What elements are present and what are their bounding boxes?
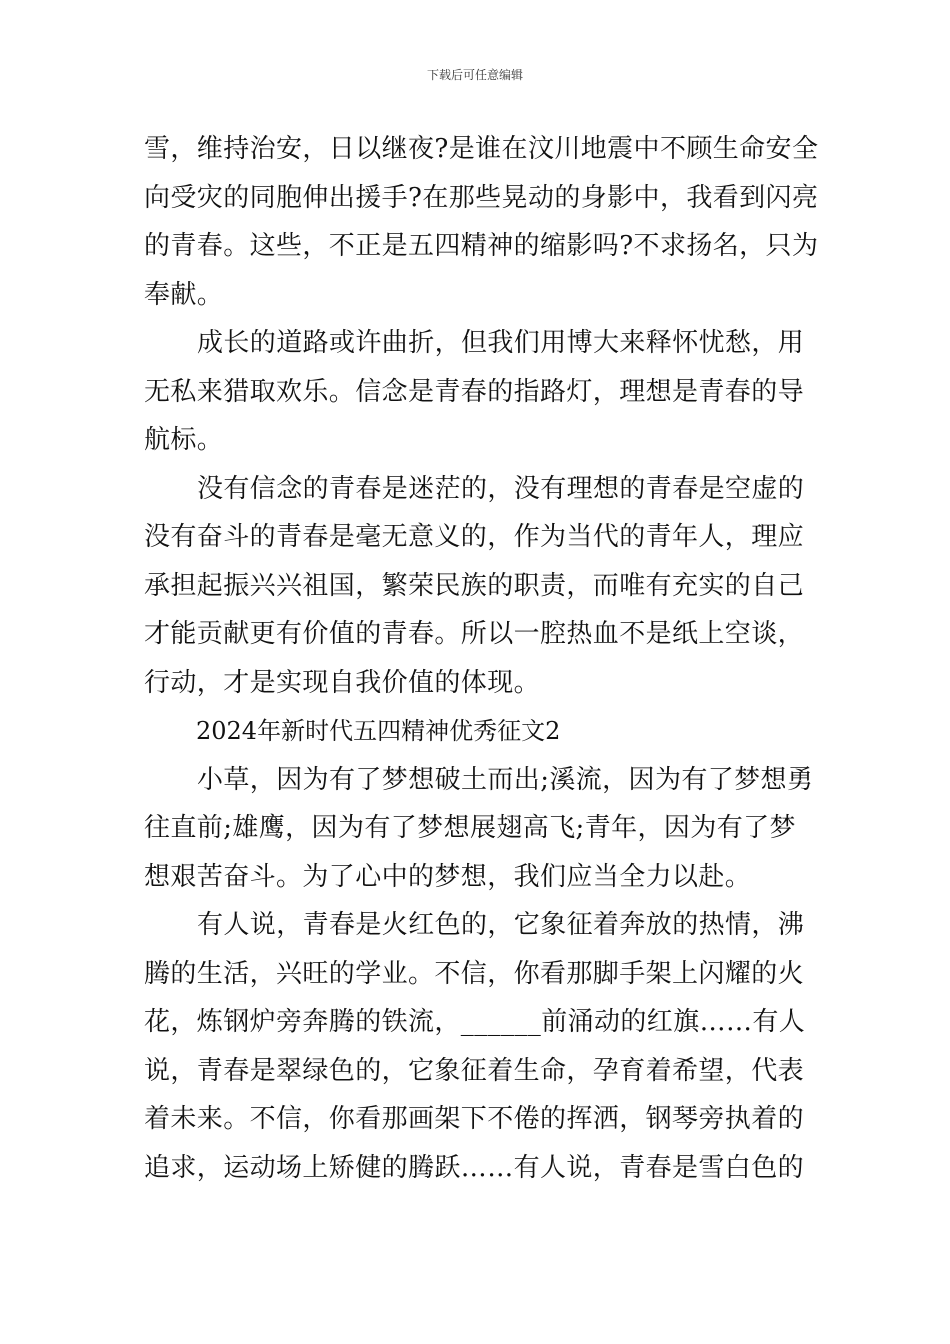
text-line: 说，青春是翠绿色的，它象征着生命，孕育着希望，代表 xyxy=(144,1055,805,1086)
text-line: 的青春。这些，不正是五四精神的缩影吗?不求扬名，只为 xyxy=(144,231,819,261)
text-line: 想艰苦奋斗。为了心中的梦想，我们应当全力以赴。 xyxy=(144,861,752,892)
text-line: 着未来。不信，你看那画架下不倦的挥洒，钢琴旁执着的 xyxy=(144,1104,805,1134)
text-line: 花，炼钢炉旁奔腾的铁流，______前涌动的红旗……有人 xyxy=(144,1007,806,1037)
text-line: 追求，运动场上矫健的腾跃……有人说，青春是雪白色的 xyxy=(144,1152,805,1183)
text-line: 没有奋斗的青春是毫无意义的，作为当代的青年人，理应 xyxy=(144,522,805,552)
text-line: 才能贡献更有价值的青春。所以一腔热血不是纸上空谈， xyxy=(144,619,805,649)
paragraph-first-line: 有人说，青春是火红色的，它象征着奔放的热情，沸 xyxy=(197,910,805,940)
text-line: 腾的生活，兴旺的学业。不信，你看那脚手架上闪耀的火 xyxy=(144,958,805,989)
text-line: 向受灾的同胞伸出援手?在那些晃动的身影中，我看到闪亮 xyxy=(144,182,819,213)
document-body xyxy=(144,125,819,1192)
text-line: 奉献。 xyxy=(144,279,224,310)
text-line: 无私来猎取欢乐。信念是青春的指路灯，理想是青春的导 xyxy=(144,376,805,407)
text-line: 雪，维持治安，日以继夜?是谁在汶川地震中不顾生命安全 xyxy=(144,134,819,164)
paragraph-first-line: 没有信念的青春是迷茫的，没有理想的青春是空虚的 xyxy=(197,473,805,504)
text-line: 行动，才是实现自我价值的体现。 xyxy=(144,667,541,698)
text-line: 航标。 xyxy=(144,425,224,455)
paragraph-first-line: 小草，因为有了梦想破土而出;溪流，因为有了梦想勇 xyxy=(197,764,814,795)
text-line: 往直前;雄鹰，因为有了梦想展翅高飞;青年，因为有了梦 xyxy=(144,813,796,843)
section-heading: 2024年新时代五四精神优秀征文2 xyxy=(196,717,561,745)
text-line: 承担起振兴兴祖国，繁荣民族的职责，而唯有充实的自己 xyxy=(144,570,805,601)
page-header-note: 下载后可任意编辑 xyxy=(426,68,523,82)
paragraph-first-line: 成长的道路或许曲折，但我们用博大来释怀忧愁，用 xyxy=(197,328,805,358)
